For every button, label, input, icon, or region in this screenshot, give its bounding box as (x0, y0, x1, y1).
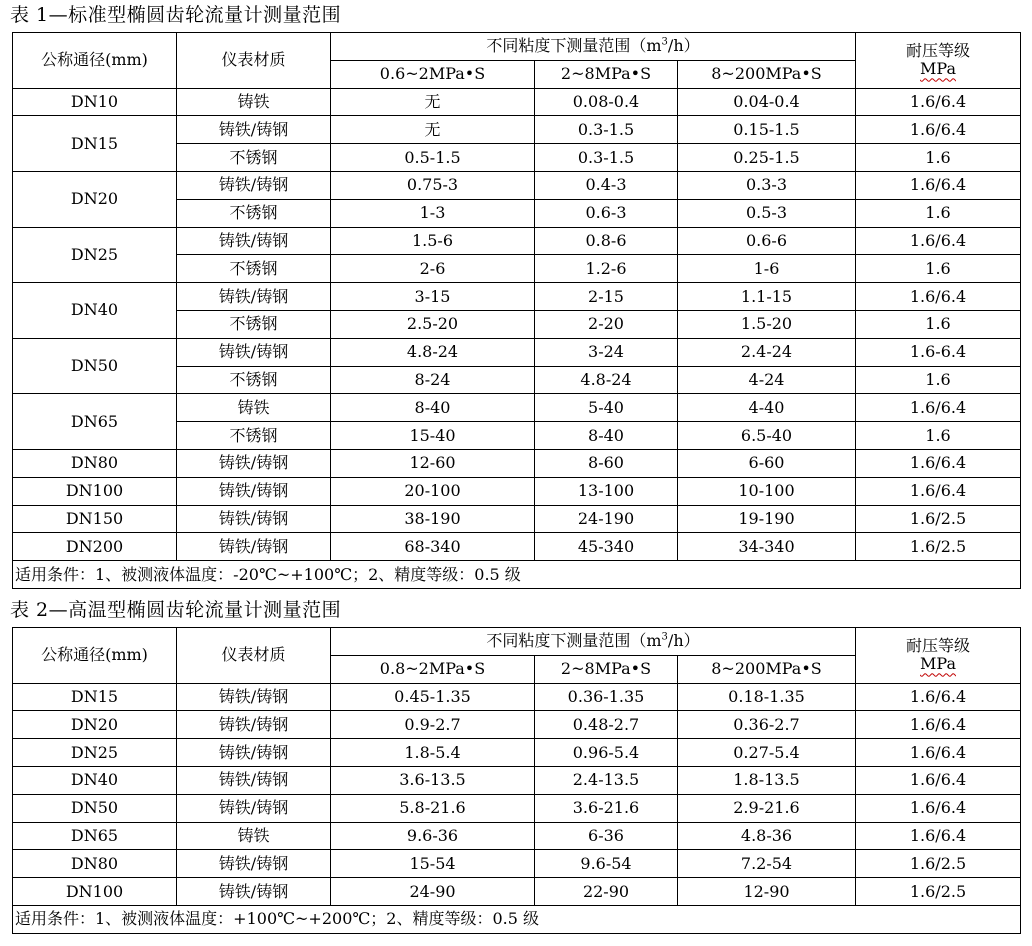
table-row (13, 116, 1021, 144)
cell-range-3: 2.4-24 (678, 338, 856, 366)
table-row (13, 766, 1021, 794)
cell-range-2: 0.96-5.4 (535, 739, 678, 767)
header-range-3: 8~200MPa•S (678, 655, 856, 683)
cell-material: 不锈钢 (177, 199, 331, 227)
cell-dn: DN100 (13, 477, 177, 505)
cell-dn: DN20 (13, 711, 177, 739)
cell-pressure: 1.6/6.4 (856, 711, 1021, 739)
cell-pressure: 1.6/6.4 (856, 766, 1021, 794)
table-row (13, 794, 1021, 822)
cell-pressure: 1.6/2.5 (856, 878, 1021, 906)
table-row (13, 449, 1021, 477)
cell-pressure: 1.6 (856, 255, 1021, 283)
table1-note-row (13, 561, 1021, 589)
cell-range-3: 1.1-15 (678, 283, 856, 311)
cell-range-3: 0.15-1.5 (678, 116, 856, 144)
cell-range-3: 0.25-1.5 (678, 144, 856, 172)
cell-pressure: 1.6/2.5 (856, 505, 1021, 533)
cell-pressure: 1.6 (856, 144, 1021, 172)
cell-range-1: 38-190 (331, 505, 535, 533)
cell-material: 不锈钢 (177, 366, 331, 394)
cell-dn: DN80 (13, 449, 177, 477)
header-range-group (331, 33, 856, 61)
cell-material: 铸铁/铸钢 (177, 116, 331, 144)
cell-material: 不锈钢 (177, 310, 331, 338)
cell-range-2: 0.6-3 (535, 199, 678, 227)
cell-dn: DN80 (13, 850, 177, 878)
cell-dn: DN200 (13, 533, 177, 561)
cell-dn: DN50 (13, 794, 177, 822)
table-row (13, 739, 1021, 767)
cell-material: 铸铁/铸钢 (177, 227, 331, 255)
table-row (13, 850, 1021, 878)
cell-dn: DN65 (13, 822, 177, 850)
cell-range-1: 0.9-2.7 (331, 711, 535, 739)
cell-dn: DN100 (13, 878, 177, 906)
header-range-sup: 3 (661, 632, 668, 644)
cell-range-1: 4.8-24 (331, 338, 535, 366)
cell-pressure: 1.6/6.4 (856, 683, 1021, 711)
cell-dn: DN50 (13, 338, 177, 394)
cell-material: 铸铁/铸钢 (177, 711, 331, 739)
cell-dn: DN20 (13, 171, 177, 227)
cell-range-2: 0.48-2.7 (535, 711, 678, 739)
cell-dn: DN65 (13, 394, 177, 450)
cell-range-3: 0.04-0.4 (678, 88, 856, 116)
cell-range-2: 13-100 (535, 477, 678, 505)
cell-range-2: 9.6-54 (535, 850, 678, 878)
cell-pressure: 1.6 (856, 422, 1021, 450)
cell-range-2: 0.8-6 (535, 227, 678, 255)
cell-pressure: 1.6-6.4 (856, 338, 1021, 366)
cell-range-1: 5.8-21.6 (331, 794, 535, 822)
table-row (13, 227, 1021, 255)
header-nominal-diameter: 公称通径(mm) (13, 628, 177, 684)
cell-material: 铸铁 (177, 822, 331, 850)
cell-material: 铸铁/铸钢 (177, 283, 331, 311)
cell-range-2: 2.4-13.5 (535, 766, 678, 794)
table1-body (13, 33, 1021, 589)
cell-material: 铸铁/铸钢 (177, 505, 331, 533)
cell-dn: DN25 (13, 739, 177, 767)
cell-range-1: 15-40 (331, 422, 535, 450)
header-range-suffix: /h） (667, 631, 700, 651)
header-pressure-rating (856, 628, 1021, 684)
cell-range-3: 1.8-13.5 (678, 766, 856, 794)
table1-note: 适用条件：1、被测液体温度：-20℃~+100℃；2、精度等级：0.5 级 (13, 561, 1021, 589)
cell-range-2: 0.3-1.5 (535, 144, 678, 172)
table2-high-temp-range (12, 627, 1021, 934)
cell-pressure: 1.6/6.4 (856, 822, 1021, 850)
header-range-3: 8~200MPa•S (678, 60, 856, 88)
cell-range-2: 0.36-1.35 (535, 683, 678, 711)
cell-range-3: 6-60 (678, 449, 856, 477)
cell-range-3: 0.36-2.7 (678, 711, 856, 739)
cell-material: 不锈钢 (177, 144, 331, 172)
cell-range-3: 0.27-5.4 (678, 739, 856, 767)
cell-material: 铸铁 (177, 394, 331, 422)
cell-material: 铸铁/铸钢 (177, 449, 331, 477)
cell-dn: DN40 (13, 766, 177, 794)
cell-range-1: 0.5-1.5 (331, 144, 535, 172)
cell-pressure: 1.6 (856, 310, 1021, 338)
table-row (13, 711, 1021, 739)
cell-range-1: 2.5-20 (331, 310, 535, 338)
cell-range-2: 6-36 (535, 822, 678, 850)
cell-material: 铸铁/铸钢 (177, 850, 331, 878)
cell-material: 铸铁/铸钢 (177, 171, 331, 199)
header-range-1: 0.8~2MPa•S (331, 655, 535, 683)
table1-standard-range (12, 32, 1021, 589)
cell-range-1: 2-6 (331, 255, 535, 283)
table-row (13, 477, 1021, 505)
cell-range-2: 2-15 (535, 283, 678, 311)
table2-note-row (13, 905, 1021, 933)
cell-pressure: 1.6/6.4 (856, 88, 1021, 116)
cell-pressure: 1.6/6.4 (856, 283, 1021, 311)
cell-dn: DN150 (13, 505, 177, 533)
cell-pressure: 1.6 (856, 199, 1021, 227)
cell-range-2: 2-20 (535, 310, 678, 338)
cell-range-1: 8-40 (331, 394, 535, 422)
cell-range-3: 0.5-3 (678, 199, 856, 227)
table-row (13, 394, 1021, 422)
header-range-prefix: 不同粘度下测量范围（m (486, 631, 662, 651)
cell-range-3: 19-190 (678, 505, 856, 533)
cell-pressure: 1.6/6.4 (856, 227, 1021, 255)
cell-range-1: 15-54 (331, 850, 535, 878)
cell-dn: DN40 (13, 283, 177, 339)
cell-range-1: 68-340 (331, 533, 535, 561)
header-range-2: 2~8MPa•S (535, 60, 678, 88)
cell-pressure: 1.6 (856, 366, 1021, 394)
table2-caption: 表 2—高温型椭圆齿轮流量计测量范围 (10, 599, 342, 621)
cell-range-3: 4-24 (678, 366, 856, 394)
cell-pressure: 1.6/6.4 (856, 739, 1021, 767)
cell-range-3: 7.2-54 (678, 850, 856, 878)
cell-range-3: 10-100 (678, 477, 856, 505)
cell-range-2: 4.8-24 (535, 366, 678, 394)
header-nominal-diameter: 公称通径(mm) (13, 33, 177, 89)
cell-dn: DN25 (13, 227, 177, 283)
cell-range-2: 3-24 (535, 338, 678, 366)
cell-material: 铸铁/铸钢 (177, 794, 331, 822)
header-range-prefix: 不同粘度下测量范围（m (486, 36, 662, 56)
cell-range-2: 22-90 (535, 878, 678, 906)
cell-range-2: 8-60 (535, 449, 678, 477)
cell-material: 铸铁 (177, 88, 331, 116)
header-range-group (331, 628, 856, 656)
cell-range-3: 0.3-3 (678, 171, 856, 199)
table2-note: 适用条件：1、被测液体温度：+100℃~+200℃；2、精度等级：0.5 级 (13, 905, 1021, 933)
cell-pressure: 1.6/6.4 (856, 449, 1021, 477)
cell-material: 铸铁/铸钢 (177, 477, 331, 505)
cell-material: 铸铁/铸钢 (177, 683, 331, 711)
header-material: 仪表材质 (177, 628, 331, 684)
cell-material: 铸铁/铸钢 (177, 878, 331, 906)
cell-range-1: 0.45-1.35 (331, 683, 535, 711)
header-pressure-label: 耐压等级 (905, 636, 970, 656)
header-range-1: 0.6~2MPa•S (331, 60, 535, 88)
table-row (13, 338, 1021, 366)
cell-range-3: 4.8-36 (678, 822, 856, 850)
cell-material: 铸铁/铸钢 (177, 766, 331, 794)
table-row (13, 533, 1021, 561)
cell-range-3: 1.5-20 (678, 310, 856, 338)
cell-pressure: 1.6/6.4 (856, 794, 1021, 822)
cell-range-2: 0.3-1.5 (535, 116, 678, 144)
cell-range-1: 0.75-3 (331, 171, 535, 199)
cell-pressure: 1.6/2.5 (856, 533, 1021, 561)
cell-pressure: 1.6/6.4 (856, 394, 1021, 422)
cell-range-3: 12-90 (678, 878, 856, 906)
cell-pressure: 1.6/6.4 (856, 477, 1021, 505)
header-pressure-label: 耐压等级 (905, 41, 970, 61)
table-row (13, 171, 1021, 199)
cell-range-1: 12-60 (331, 449, 535, 477)
header-pressure-unit: MPa (920, 59, 956, 79)
table1-header-row (13, 33, 1021, 61)
cell-range-1: 9.6-36 (331, 822, 535, 850)
table-row (13, 505, 1021, 533)
cell-range-2: 1.2-6 (535, 255, 678, 283)
cell-range-1: 20-100 (331, 477, 535, 505)
cell-pressure: 1.6/6.4 (856, 116, 1021, 144)
cell-material: 不锈钢 (177, 422, 331, 450)
cell-dn: DN10 (13, 88, 177, 116)
cell-material: 不锈钢 (177, 255, 331, 283)
header-range-sup: 3 (661, 37, 668, 49)
cell-range-3: 0.18-1.35 (678, 683, 856, 711)
cell-range-1: 3-15 (331, 283, 535, 311)
cell-range-1: 8-24 (331, 366, 535, 394)
cell-range-1: 1-3 (331, 199, 535, 227)
cell-range-2: 0.4-3 (535, 171, 678, 199)
table-row (13, 283, 1021, 311)
cell-range-2: 5-40 (535, 394, 678, 422)
cell-material: 铸铁/铸钢 (177, 739, 331, 767)
cell-range-2: 0.08-0.4 (535, 88, 678, 116)
table-row (13, 822, 1021, 850)
header-material: 仪表材质 (177, 33, 331, 89)
table2-body (13, 628, 1021, 934)
header-pressure-rating (856, 33, 1021, 89)
header-pressure-unit: MPa (920, 654, 956, 674)
cell-range-2: 24-190 (535, 505, 678, 533)
cell-range-3: 6.5-40 (678, 422, 856, 450)
cell-range-1: 无 (331, 116, 535, 144)
cell-range-3: 0.6-6 (678, 227, 856, 255)
cell-dn: DN15 (13, 116, 177, 172)
cell-range-2: 3.6-21.6 (535, 794, 678, 822)
table-row (13, 878, 1021, 906)
header-range-2: 2~8MPa•S (535, 655, 678, 683)
cell-range-1: 3.6-13.5 (331, 766, 535, 794)
cell-range-2: 45-340 (535, 533, 678, 561)
cell-range-3: 2.9-21.6 (678, 794, 856, 822)
table-row (13, 88, 1021, 116)
cell-range-3: 34-340 (678, 533, 856, 561)
cell-range-1: 1.8-5.4 (331, 739, 535, 767)
table1-caption: 表 1—标准型椭圆齿轮流量计测量范围 (10, 4, 342, 26)
cell-range-1: 无 (331, 88, 535, 116)
cell-range-3: 4-40 (678, 394, 856, 422)
cell-pressure: 1.6/6.4 (856, 171, 1021, 199)
header-range-suffix: /h） (667, 36, 700, 56)
cell-dn: DN15 (13, 683, 177, 711)
cell-material: 铸铁/铸钢 (177, 533, 331, 561)
cell-range-1: 24-90 (331, 878, 535, 906)
cell-material: 铸铁/铸钢 (177, 338, 331, 366)
cell-range-3: 1-6 (678, 255, 856, 283)
cell-range-2: 8-40 (535, 422, 678, 450)
cell-pressure: 1.6/2.5 (856, 850, 1021, 878)
cell-range-1: 1.5-6 (331, 227, 535, 255)
table-row (13, 683, 1021, 711)
table2-header-row (13, 628, 1021, 656)
